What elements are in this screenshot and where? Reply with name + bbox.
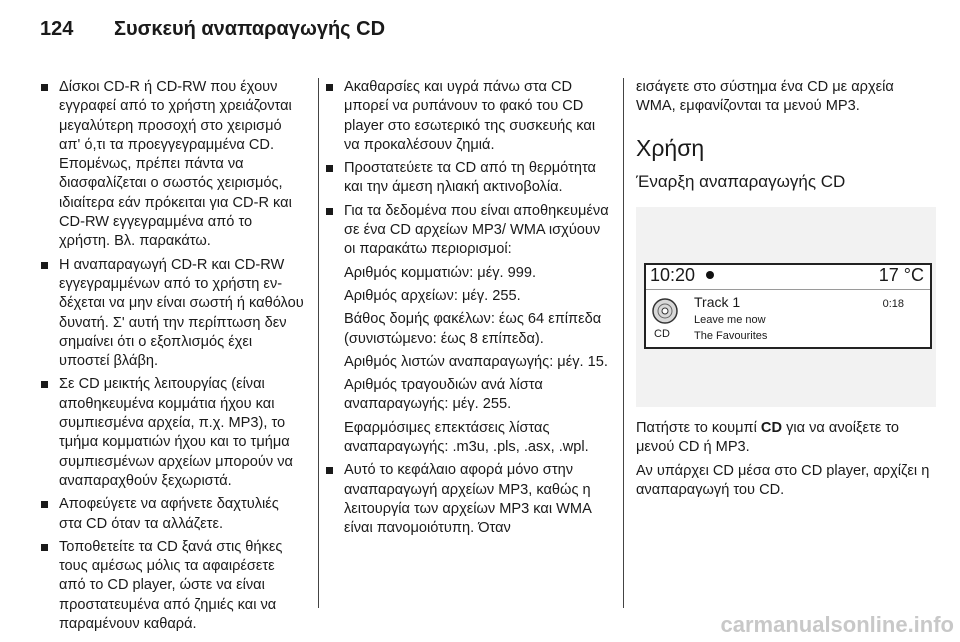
column-left — [40, 78, 305, 638]
press-cd-instruction: Πατήστε το κουμπί CD για να ανοίξετε το μενού CD ή MP3. — [636, 420, 900, 456]
temperature: 17 °C — [878, 265, 924, 286]
continuation-text: εισάγετε στο σύστημα ένα CD με αρχεία WMA, εμφανίζονται τα μενού MP3. — [636, 79, 894, 115]
list-item: Η αναπαραγωγή CD-R και CD-RW εγγεγραμμένων από το χρήστη ενδέχεται να μην είναι σωστή ή καθόλου δυνατή. Σ' αυτή την περίπτωση δεν σημαίνει ότι ο εξοπλισμός έχει υποστεί βλάβη. — [40, 256, 305, 372]
bullet-list-left — [40, 78, 305, 634]
limit-playlists: Αριθμός λιστών αναπαραγωγής: μέγ. 15. — [344, 353, 608, 370]
list-item — [325, 202, 610, 260]
subsection-heading: Έναρξη αναπαραγωγής CD — [636, 171, 846, 191]
artist-name: The Favourites — [694, 330, 768, 343]
column-divider — [623, 78, 624, 608]
display-status-bar — [646, 265, 930, 290]
list-item: Αυτό το κεφάλαιο αφορά μόνο στην αναπαραγωγή αρχείων MP3, καθώς η λειτουργία των αρχείων MP3 και WMA είναι πανομοιότυπη. Όταν — [325, 461, 610, 538]
clock: 10:20 — [650, 265, 696, 286]
bullet-list-middle — [325, 78, 610, 260]
page-footer — [0, 612, 960, 642]
autoplay-note: Αν υπάρχει CD μέσα στο CD player, αρχίζει η αναπαραγωγή του CD. — [636, 462, 930, 499]
list-item: Δίσκοι CD-R ή CD-RW που έχουν εγγραφεί από το χρήστη χρειάζονται μεγαλύτερη προσοχή στο χειρισμό απ' ό,τι τα προεγγεγραμμένα CD. Επομένως, πρέπει πάντα να διασφαλίζεται ο σωστός χειρισμός, ιδιαίτερα εάν πρόκειται για CD-R και CD-RW εγγεγραμμένα από το χρήστη. Βλ. παρακάτω. — [40, 78, 305, 252]
page-header — [0, 0, 960, 62]
limits-intro: Για τα δεδομένα που είναι αποθηκευμένα σε ένα CD αρχείων MP3/ WMA ισχύουν οι παρακάτω περιορισμοί: — [344, 202, 609, 258]
column-middle — [325, 78, 610, 543]
column-divider — [318, 78, 319, 608]
limit-files: Αριθμός αρχείων: μέγ. 255. — [344, 287, 521, 304]
radio-display — [644, 263, 932, 349]
track-name: Track 1 — [694, 294, 741, 311]
limit-folder-depth: Βάθος δομής φακέλων: έως 64 επίπεδα (συνιστώμενο: έως 8 επίπεδα). — [344, 311, 602, 347]
list-item: Αποφεύγετε να αφήνετε δαχτυλιές στα CD όταν τα αλλάζετε. — [40, 495, 305, 534]
limit-playlist-extensions: Εφαρμόσιμες επεκτάσεις λίστας αναπαραγωγής: .m3u, .pls, .asx, .wpl. — [344, 419, 589, 456]
page-number: 124 — [40, 18, 74, 40]
cd-disc-icon — [652, 298, 678, 324]
section-heading: Χρήση — [636, 134, 705, 161]
elapsed-time: 0:18 — [882, 298, 904, 311]
song-title: Leave me now — [694, 314, 766, 327]
record-dot-icon — [706, 271, 714, 279]
list-item: Ακαθαρσίες και υγρά πάνω στα CD μπορεί να ρυπάνουν το φακό του CD player στο εσωτερικό της συσκευής και να προκαλέσουν ζημιά. — [325, 78, 610, 155]
list-item: Σε CD μεικτής λειτουργίας (είναι αποθηκευμένα κομμάτια ήχου και συμπιεσμένα αρχεία, π.χ. MP3), το τμήμα κομματιών ήχου και το τμήμα συμπιεσμένων αρχείων μπορούν να αναπαραχθούν ξεχωριστά. — [40, 375, 305, 491]
source-label: CD — [654, 328, 670, 341]
display-illustration — [636, 207, 936, 407]
limit-songs-per-playlist: Αριθμός τραγουδιών ανά λίστα αναπαραγωγής: μέγ. 255. — [344, 377, 543, 413]
list-item: Προστατεύετε τα CD από τη θερμότητα και την άμεση ηλιακή ακτινοβολία. — [325, 159, 610, 198]
list-item: Τοποθετείτε τα CD ξανά στις θήκες τους αμέσως μόλις τα αφαιρέσετε από το CD player, ώστε να είναι προστατευμένα από ζημιές και να παραμένουν καθαρά. — [40, 538, 305, 634]
watermark: carmanualsonline.info — [720, 612, 954, 637]
page-title: Συσκευή αναπαραγωγής CD — [114, 18, 386, 40]
bullet-list-middle-2 — [325, 461, 610, 538]
limit-tracks: Αριθμός κομματιών: μέγ. 999. — [344, 264, 537, 281]
cd-button-label: CD — [760, 420, 783, 437]
column-right — [636, 78, 936, 500]
